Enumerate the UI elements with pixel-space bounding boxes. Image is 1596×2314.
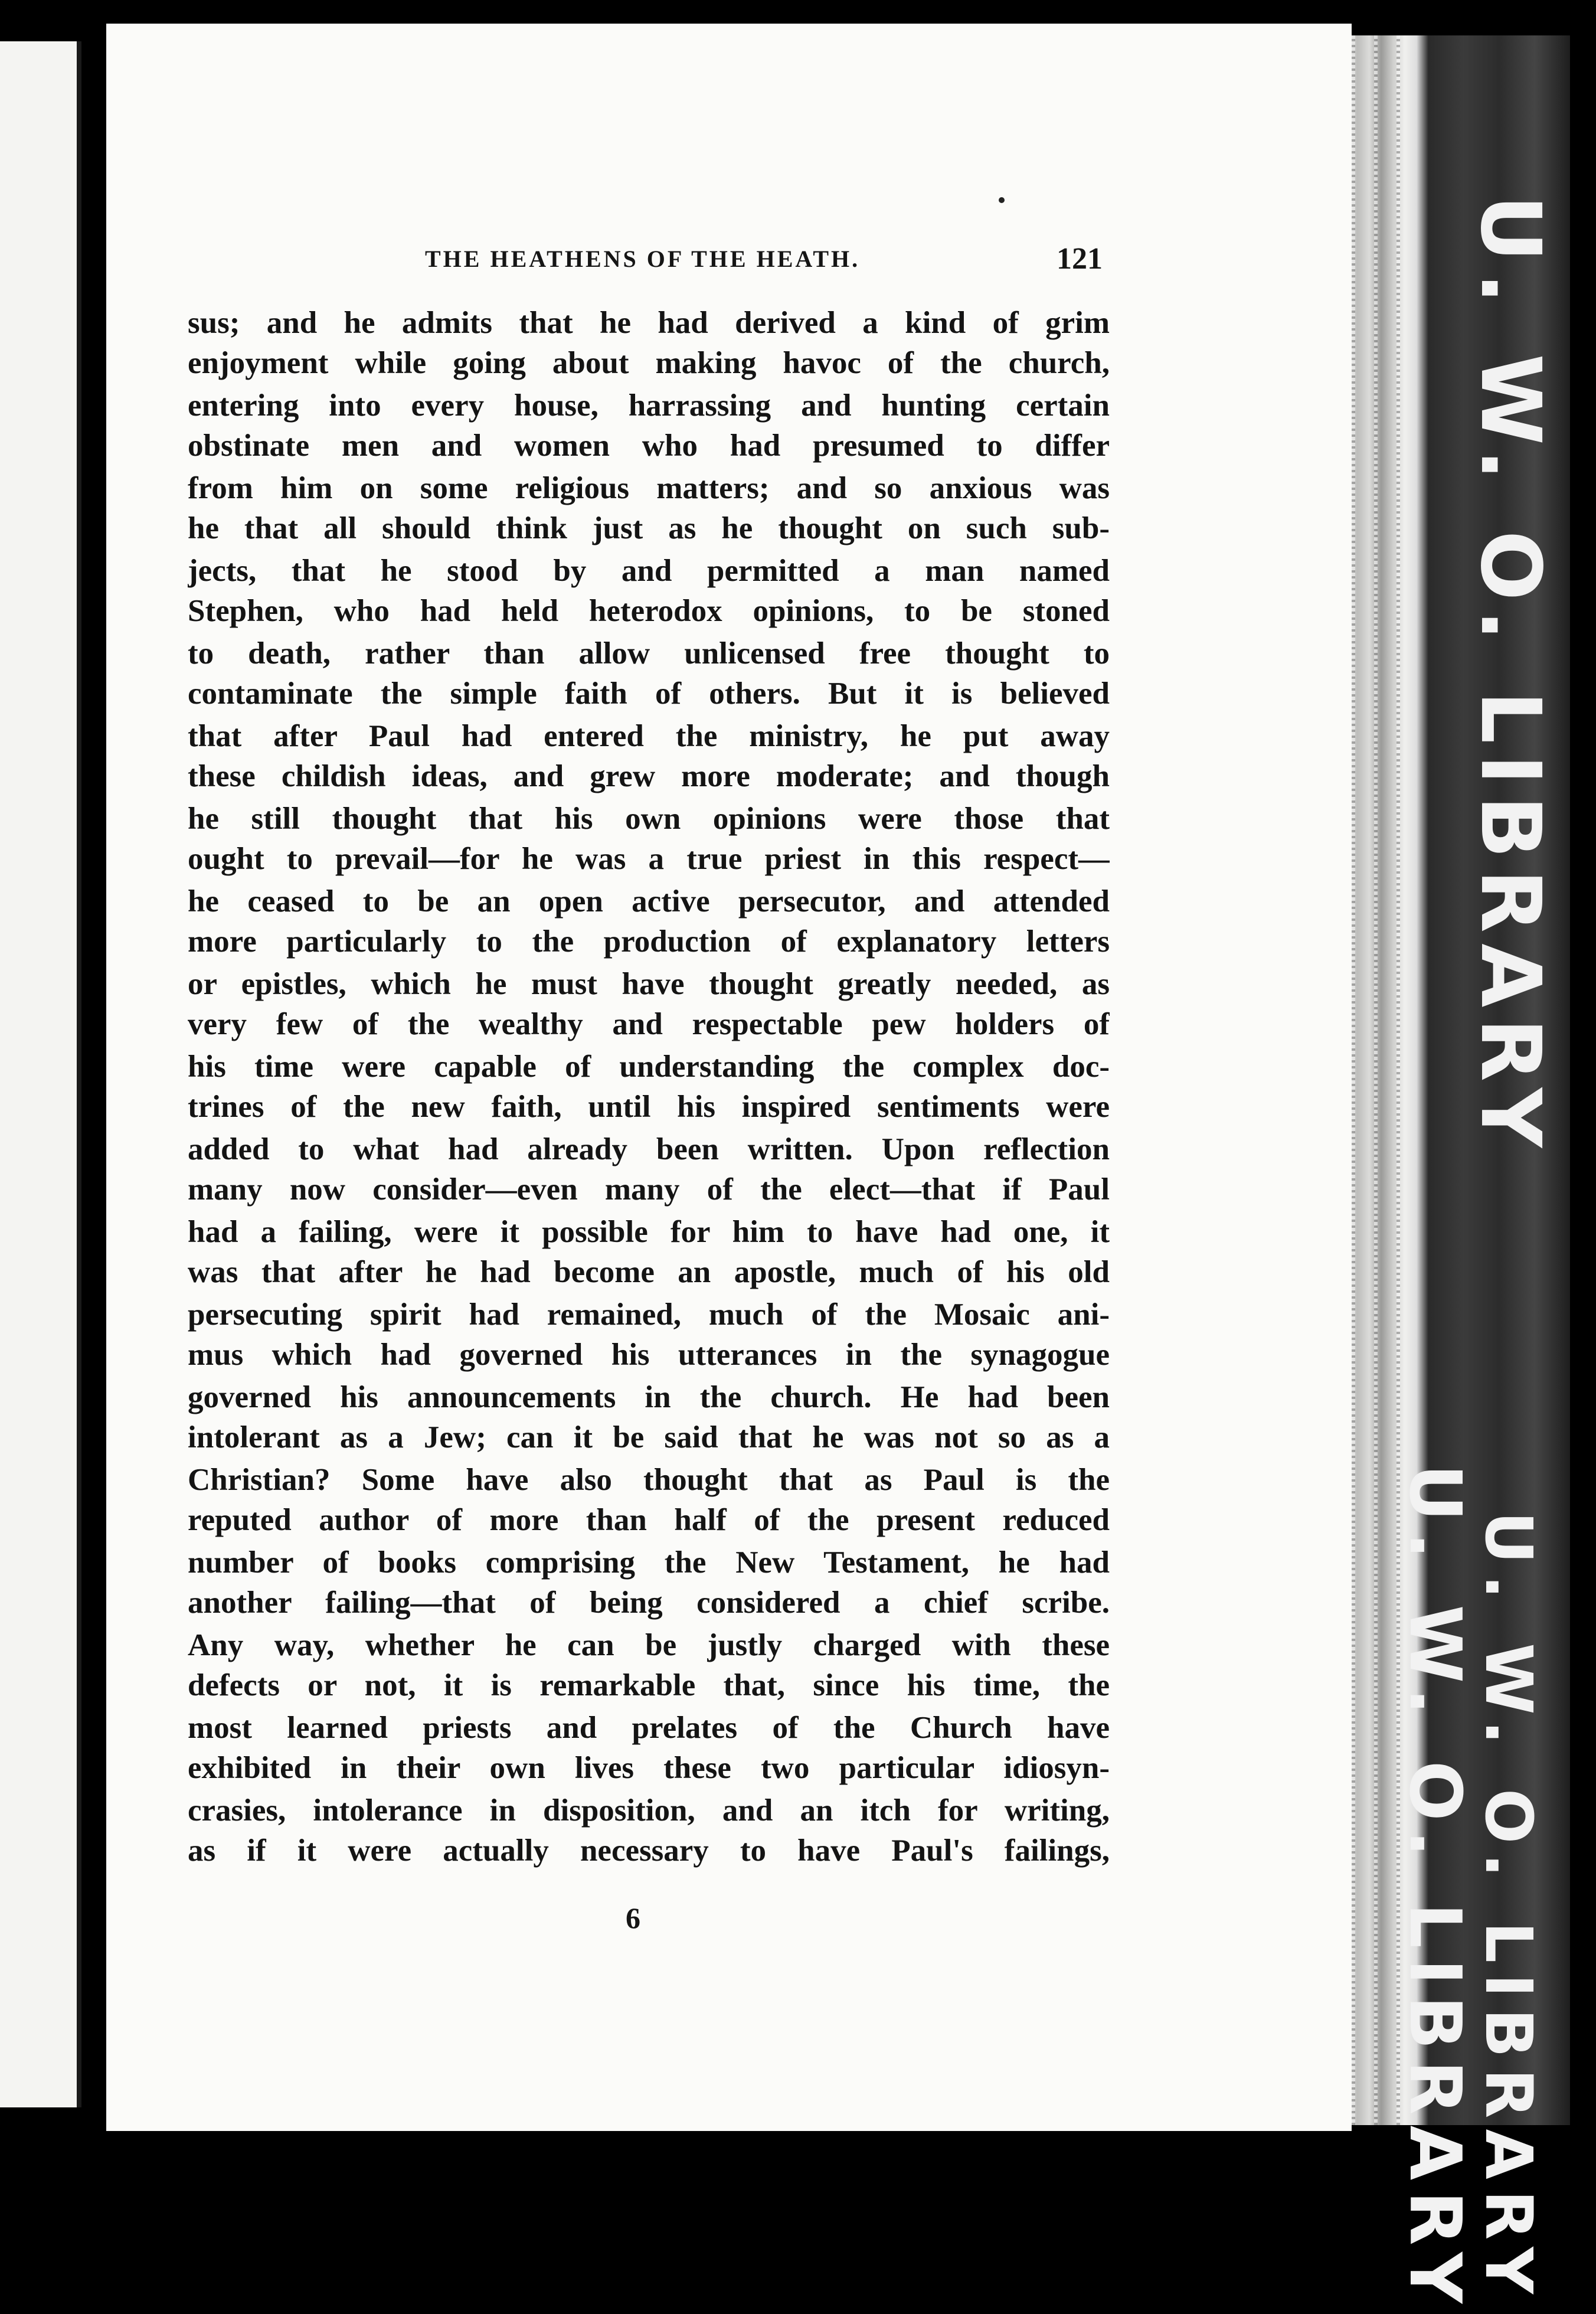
text-line: crasies, intolerance in disposition, and an itch for writing, — [188, 1793, 1110, 1828]
text-line: jects, that he stood by and permitted a man named — [188, 554, 1110, 588]
text-line: he still thought that his own opinions were those that — [188, 802, 1110, 836]
text-line: more particularly to the production of explanatory letters — [188, 924, 1110, 959]
text-line: many now consider—even many of the elect—that if Paul — [188, 1172, 1110, 1207]
text-line: enjoyment while going about making havoc of the church, — [188, 346, 1110, 380]
text-line: Any way, whether he can be justly charged with these — [188, 1628, 1110, 1662]
library-stamp-bottom-secondary: U. W. O. LIBRARY — [1471, 1511, 1546, 2305]
text-line: very few of the wealthy and respectable pew holders of — [188, 1007, 1110, 1041]
running-title: THE HEATHENS OF THE HEATH. — [425, 246, 861, 272]
text-line: entering into every house, harrassing and hunting certain — [188, 388, 1110, 423]
text-line: exhibited in their own lives these two particular idiosyn- — [188, 1751, 1110, 1785]
text-line: mus which had governed his utterances in the synagogue — [188, 1338, 1110, 1372]
text-line: contaminate the simple faith of others. But it is believed — [188, 676, 1110, 711]
body-text — [188, 301, 1110, 1871]
text-line: persecuting spirit had remained, much of the Mosaic ani- — [188, 1297, 1110, 1332]
text-line: number of books comprising the New Testament, he had — [188, 1545, 1110, 1580]
library-stamp-bottom: U. W. O. LIBRARY — [1394, 1464, 1476, 2314]
text-line: Christian? Some have also thought that as Paul is the — [188, 1463, 1110, 1497]
page-edge-stripe — [1374, 35, 1378, 2125]
text-line: or epistles, which he must have thought greatly needed, as — [188, 967, 1110, 1001]
text-line: was that after he had become an apostle, much of his old — [188, 1255, 1110, 1289]
text-line: as if it were actually necessary to have Paul's failings, — [188, 1833, 1110, 1868]
library-stamp-top: U. W. O. LIBRARY — [1462, 195, 1558, 1159]
text-line: his time were capable of understanding the complex doc- — [188, 1050, 1110, 1084]
text-line: sus; and he admits that he had derived a kind of grim — [188, 306, 1110, 340]
text-line: intolerant as a Jew; can it be said that he was not so as a — [188, 1420, 1110, 1455]
text-line: to death, rather than allow unlicensed free thought to — [188, 636, 1110, 671]
text-line: most learned priests and prelates of the Church have — [188, 1711, 1110, 1745]
text-line: obstinate men and women who had presumed to differ — [188, 429, 1110, 463]
text-line: had a failing, were it possible for him to have had one, it — [188, 1215, 1110, 1249]
text-line: that after Paul had entered the ministry, he put away — [188, 719, 1110, 753]
text-line: governed his announcements in the church. He had been — [188, 1380, 1110, 1414]
text-line: added to what had already been written. Upon reflection — [188, 1132, 1110, 1166]
running-head — [413, 242, 1110, 280]
text-line: these childish ideas, and grew more moderate; and though — [188, 759, 1110, 793]
page-number: 121 — [1057, 242, 1103, 276]
text-line: another failing—that of being considered a chief scribe. — [188, 1586, 1110, 1620]
text-line: he ceased to be an open active persecutor, and attended — [188, 884, 1110, 919]
page-edge-stripe — [1352, 35, 1355, 2125]
facing-page-edge — [0, 41, 81, 2107]
text-line: from him on some religious matters; and so anxious was — [188, 471, 1110, 505]
text-line: reputed author of more than half of the present reduced — [188, 1503, 1110, 1537]
text-line: Stephen, who had held heterodox opinions, to be stoned — [188, 594, 1110, 628]
text-line: he that all should think just as he thought on such sub- — [188, 511, 1110, 545]
text-line: ought to prevail—for he was a true priest in this respect— — [188, 842, 1110, 876]
signature-mark: 6 — [626, 1901, 640, 1934]
ink-speck — [999, 197, 1005, 203]
text-line: defects or not, it is remarkable that, since his time, the — [188, 1668, 1110, 1702]
text-line: trines of the new faith, until his inspired sentiments were — [188, 1090, 1110, 1124]
